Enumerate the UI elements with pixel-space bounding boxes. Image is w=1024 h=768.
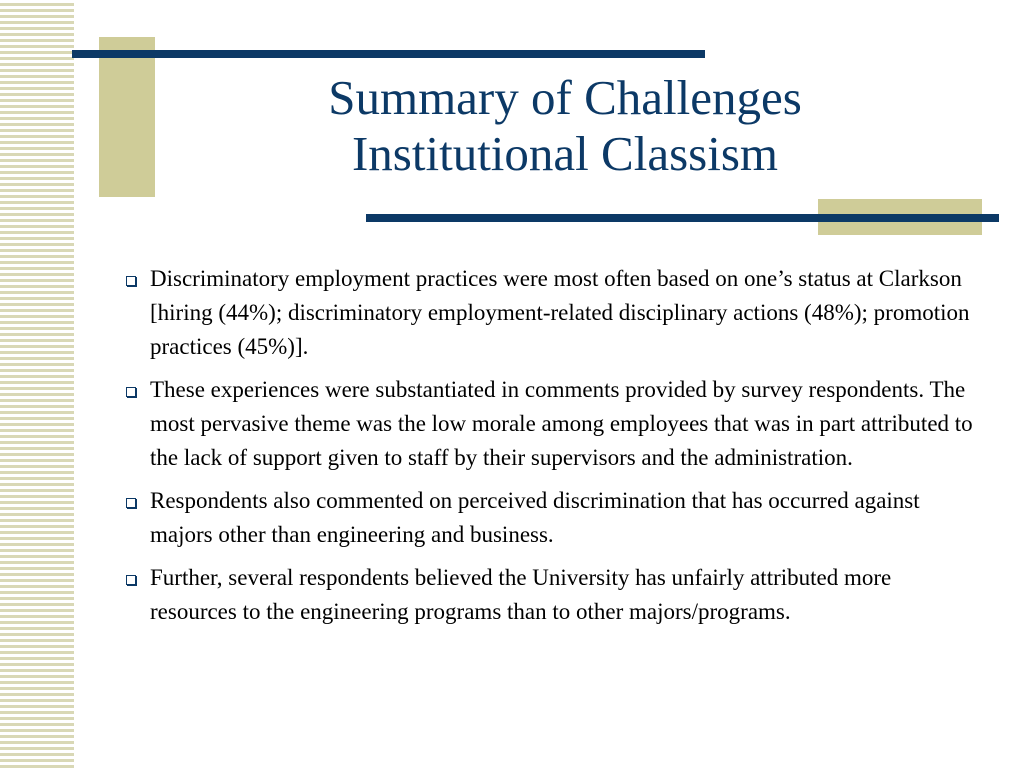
bullet-text: Further, several respondents believed the University has unfairly attributed more resources to the engineering programs than to other majors/programs. (150, 565, 892, 624)
square-bullet-icon (126, 387, 136, 397)
bullet-list (124, 262, 974, 638)
bullet-item (124, 373, 974, 475)
bullet-text: Discriminatory employment practices were most often based on one’s status at Clarkson [hiring (44%); discriminatory employment-related disciplinary actions (48%); promotion practices (45%)]. (150, 266, 970, 359)
bullet-item (124, 561, 974, 629)
slide-title-line-2: Institutional Classism (351, 126, 779, 181)
bullet-text: Respondents also commented on perceived discrimination that has occurred against majors other than engineering and business. (150, 488, 920, 547)
title-rule-bottom (366, 214, 999, 222)
bullet-text: These experiences were substantiated in comments provided by survey respondents. The most pervasive theme was the low morale among employees that was in part attributed to the lack of support given to staff by their supervisors and the administration. (150, 377, 973, 470)
square-bullet-icon (126, 276, 136, 286)
slide-title-line-1: Summary of Challenges (328, 70, 802, 125)
decorative-stripes (0, 0, 74, 768)
square-bullet-icon (126, 498, 136, 508)
title-rule-top (72, 50, 705, 58)
square-bullet-icon (126, 575, 136, 585)
decorative-tan-block-left (99, 37, 155, 197)
slide-title (160, 70, 970, 182)
bullet-item (124, 484, 974, 552)
bullet-item (124, 262, 974, 364)
